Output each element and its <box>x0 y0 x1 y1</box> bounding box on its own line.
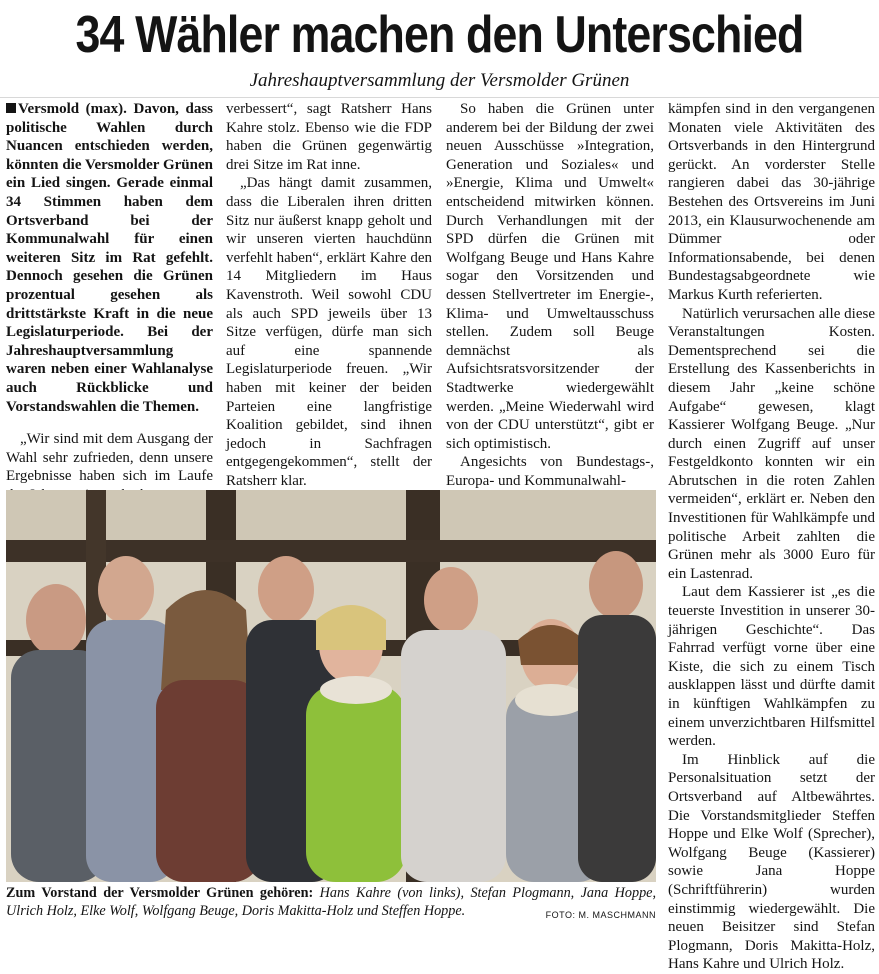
caption-lead: Zum Vorstand der Versmolder Grünen gehören: <box>6 885 314 901</box>
paragraph: „Wir sind mit dem Ausgang der Wahl sehr zufrieden, denn unsere Ergebnisse haben sich im Laufe <box>6 431 213 485</box>
paragraph: „Das hängt damit zusammen, dass die Liberalen ihren dritten Sitz nur äußerst knapp geholt und wir unseren vierten hauchdünn verfehlt haben“, erklärt Kahre den 14 Mitgliedern im Haus Kavenstroth. Weil sowohl CDU als auch SPD jeweils über 13 Sitze verfügen, dürfe man sich auf eine spannende Legislaturperiode freuen. „Wir haben mit keiner der beiden Parteien eine langfristige Koalition gebildet, sind ihnen jedoch in Sachfragen entgegengekommen“, stellt der Ratsherr klar. <box>226 175 432 489</box>
paragraph: verbessert“, sagt Ratsherr Hans Kahre stolz. Ebenso wie die FDP haben die Grünen gegenwärtig drei Sitze im Rat inne. <box>226 101 432 173</box>
paragraph: So haben die Grünen unter anderem bei der Bildung der zwei neuen Ausschüsse »Integration, Generation und Soziales« und »Energie, Klima und Umwelt« entscheidend mitwirken können. Durch Verhandlungen mit der SPD dürfen die Grünen mit Wolfgang Beuge und Hans Kahre sogar den Vorsitzenden und dessen Stellvertreter im Energie-, Klima- und Umweltausschuss stellen. Zudem soll Beuge demnächst als Aufsichtsratsvorsitzender der Stadtwerke wiedergewählt werden. „Meine Wiederwahl wird von der CDU unterstützt“, gibt er sich optimistisch. <box>446 101 654 452</box>
lead-paragraph <box>6 100 213 416</box>
paragraph: Natürlich verursachen alle diese Veranstaltungen Kosten. Dementsprechend sei die Erstellung des Kassenberichts in diesem Jahr „keine schöne Aufgabe“ gewesen, klagt Kassierer Wolfgang Beuge. „Nur durch einen Zugriff auf unser Festgeldkonto konnten wir ein Abrutschen in die roten Zahlen vermeiden“, erklärt er. Neben den Investitionen für Wahlkämpfe und politische Arbeit zahlten die Grünen mehr als 3000 Euro für ein Lastenrad. <box>668 305 875 582</box>
square-bullet-icon <box>6 103 16 113</box>
subheadline: Jahreshauptversammlung der Versmolder Grünen <box>249 70 630 91</box>
photo-caption <box>6 884 656 924</box>
headline: 34 Wähler machen den Unterschied <box>75 6 804 64</box>
article-column-1 <box>6 100 213 504</box>
lead-text: Versmold (max). Davon, dass politische Wahlen durch Nuancen entschieden werden, könnten die Versmolder Grünen ein Lied singen. Gerade einmal 34 Stimmen haben dem Ortsverband bei der Kommunalwahl für einen weiteren Sitz im Rat gefehlt. Dennoch gesehen die Grünen prozentual gesehen als drittstärkste Kraft in die neue Legislaturperiode. Bei der Jahreshauptversammlung waren neben einer Wahlanalyse auch Rückblicke und Vorstandswahlen die Themen. <box>6 101 213 415</box>
group-photo-illustration <box>6 490 656 882</box>
paragraph: kämpfen sind in den vergangenen Monaten viele Aktivitäten des Ortsverbands in den Hintergrund gerückt. An vorderster Stelle rangieren dabei das 30-jährige Bestehen des Ortsvereins im Juni 2013, ein Klausurwochenende am Dümmer oder Informationsabende, bei denen Bundestagsabgeordnete wie Markus Kurth referierten. <box>668 101 875 303</box>
divider <box>0 97 879 98</box>
group-photo <box>6 490 656 882</box>
article-column-4 <box>668 100 875 974</box>
paragraph: Im Hinblick auf die Personalsituation setzt der Ortsverband auf Altbewährtes. Die Vorstandsmitglieder Steffen Hoppe und Elke Wolf (Sprecher), Wolfgang Beuge (Kassierer) sowie Jana Hoppe (Schriftführerin) wurden einstimmig wiedergewählt. Die neuen Beisitzer sind Stefan Plogmann, Doris Makitta-Holz, Hans Kahre und Ulrich Holz. <box>668 751 875 973</box>
article-column-3 <box>446 100 654 489</box>
person <box>156 590 261 882</box>
paragraph: Angesichts von Bundestags-, Europa- und Kommunalwahl- <box>446 454 654 489</box>
paragraph: Laut dem Kassierer ist „es die teuerste Investition in unserer 30-jährigen Geschichte“. Das Fahrrad verfügt vorne über eine Kiste, die sich zu einem Tisch ausklappen lässt und dürfte damit in künftigen Wahlkämpfen zu einem unverzichtbaren Hilfsmittel werden. <box>668 584 875 750</box>
article-column-2 <box>226 100 432 490</box>
caption-text: Hans Kahre (von links), Stefan Plogmann, Jana Hoppe, Ulrich Holz, Elke Wolf, Wolfgang Beuge, Doris Makitta-Holz und Steffen Hoppe. <box>6 885 657 919</box>
photo-credit: FOTO: M. MASCHMANN <box>545 910 656 920</box>
